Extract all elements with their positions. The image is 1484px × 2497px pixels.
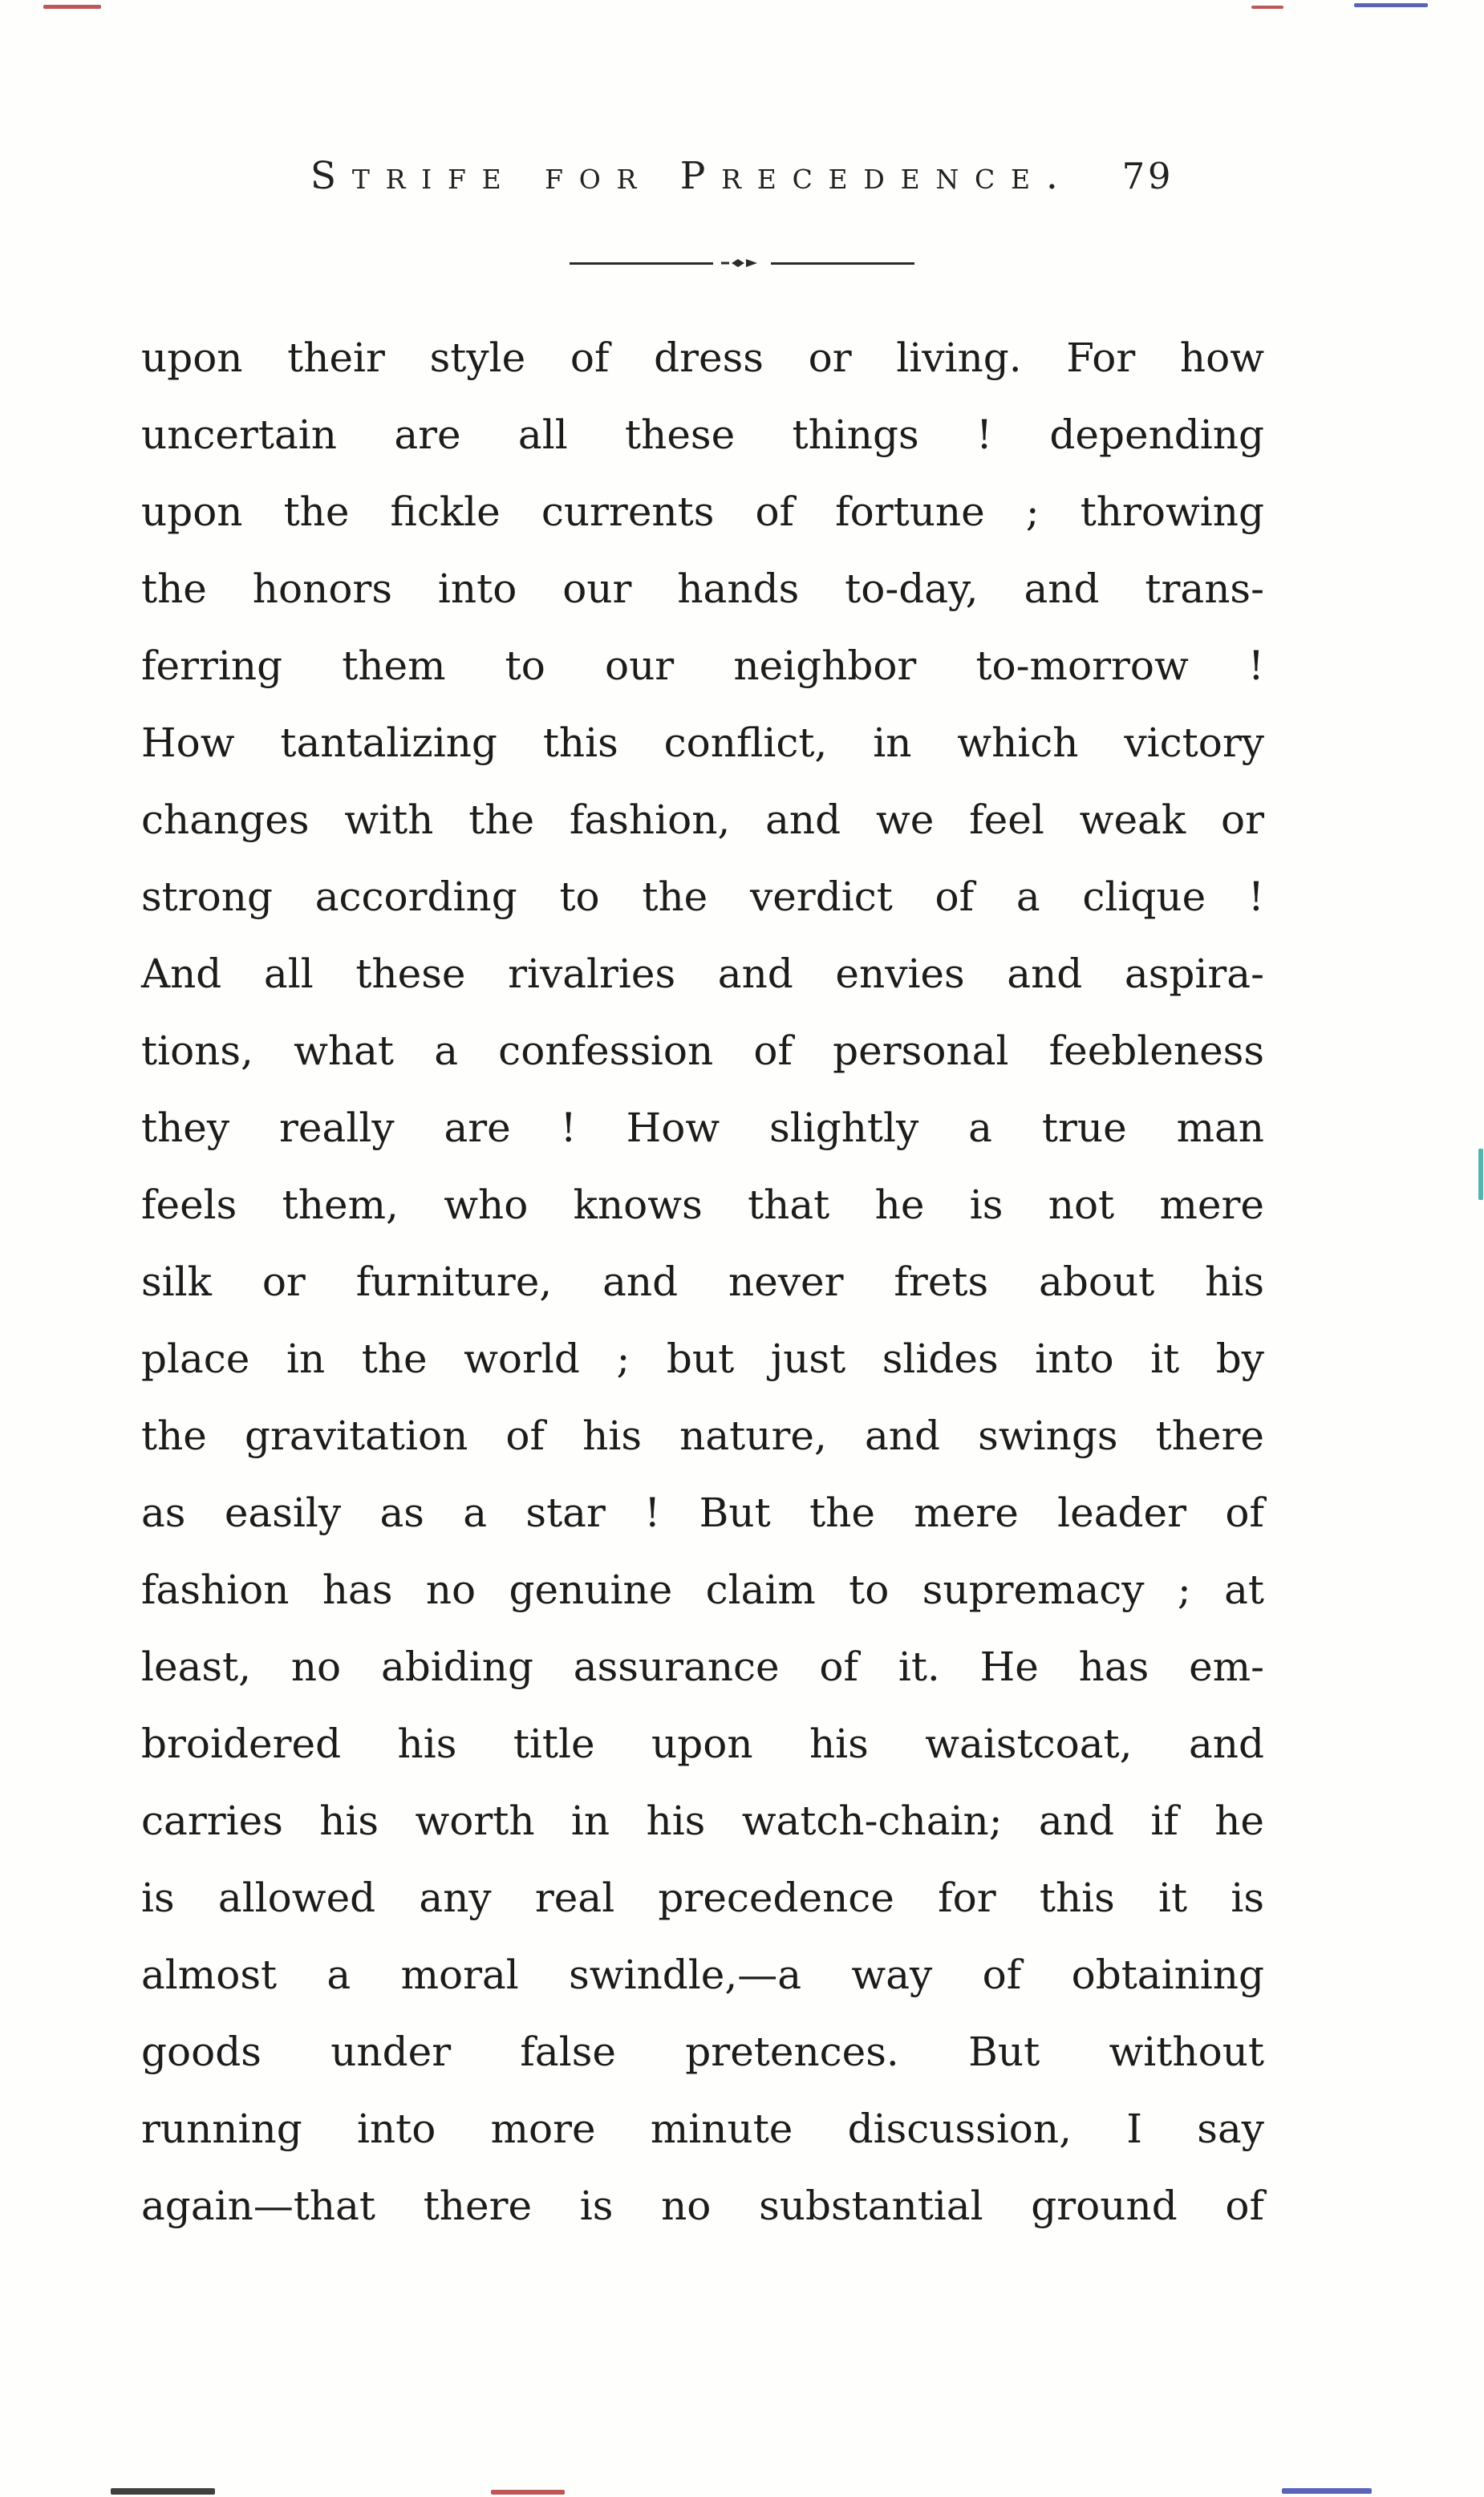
- scan-artifact: [1354, 3, 1428, 7]
- text-line: the honors into our hands to-day, and trans-: [141, 565, 1264, 612]
- text-line: almost a moral swindle,—a way of obtaining: [141, 1952, 1264, 1998]
- text-line: uncertain are all these things ! depending: [141, 411, 1264, 458]
- text-line: strong according to the verdict of a clique !: [141, 874, 1264, 920]
- text-line: is allowed any real precedence for this it is: [141, 1875, 1264, 1921]
- divider-rule-right: [771, 262, 914, 265]
- body-text: [141, 319, 1264, 2244]
- text-line: How tantalizing this conflict, in which victory: [141, 720, 1264, 766]
- text-line: upon the fickle currents of fortune ; throwing: [141, 488, 1264, 535]
- text-line: tions, what a confession of personal feebleness: [141, 1028, 1264, 1074]
- text-line: running into more minute discussion, I say: [141, 2106, 1264, 2152]
- text-line: the gravitation of his nature, and swings there: [141, 1413, 1264, 1459]
- scan-artifact: [1251, 6, 1283, 9]
- text-line: goods under false pretences. But without: [141, 2029, 1264, 2075]
- scan-artifact: [43, 5, 101, 9]
- text-line: fashion has no genuine claim to supremacy ; at: [141, 1567, 1264, 1613]
- text-line: feels them, who knows that he is not mere: [141, 1182, 1264, 1228]
- text-line: And all these rivalries and envies and aspira-: [141, 951, 1264, 997]
- text-line: they really are ! How slightly a true man: [141, 1105, 1264, 1151]
- scan-artifact: [111, 2488, 215, 2495]
- text-line: changes with the fashion, and we feel weak or: [141, 797, 1264, 843]
- scan-artifact: [491, 2490, 565, 2495]
- text-line: as easily as a star ! But the mere leader of: [141, 1490, 1264, 1536]
- page-header: [0, 154, 1484, 198]
- section-divider: [570, 255, 914, 271]
- text-line: least, no abiding assurance of it. He has em-: [141, 1644, 1264, 1690]
- text-line: upon their style of dress or living. For how: [141, 334, 1264, 381]
- text-line: ferring them to our neighbor to-morrow !: [141, 642, 1264, 689]
- divider-rule-left: [570, 262, 713, 265]
- text-line: again—that there is no substantial ground of: [141, 2183, 1264, 2229]
- scan-artifact: [1478, 1149, 1483, 1200]
- text-line: carries his worth in his watch-chain; and if he: [141, 1798, 1264, 1844]
- page-title: Strife for Precedence.: [310, 154, 1074, 198]
- text-line: silk or furniture, and never frets about his: [141, 1259, 1264, 1305]
- divider-ornament-icon: [721, 255, 763, 271]
- scan-artifact: [1282, 2488, 1372, 2494]
- text-line: broidered his title upon his waistcoat, and: [141, 1721, 1264, 1767]
- text-line: place in the world ; but just slides into it by: [141, 1336, 1264, 1382]
- page-number: 79: [1121, 155, 1174, 197]
